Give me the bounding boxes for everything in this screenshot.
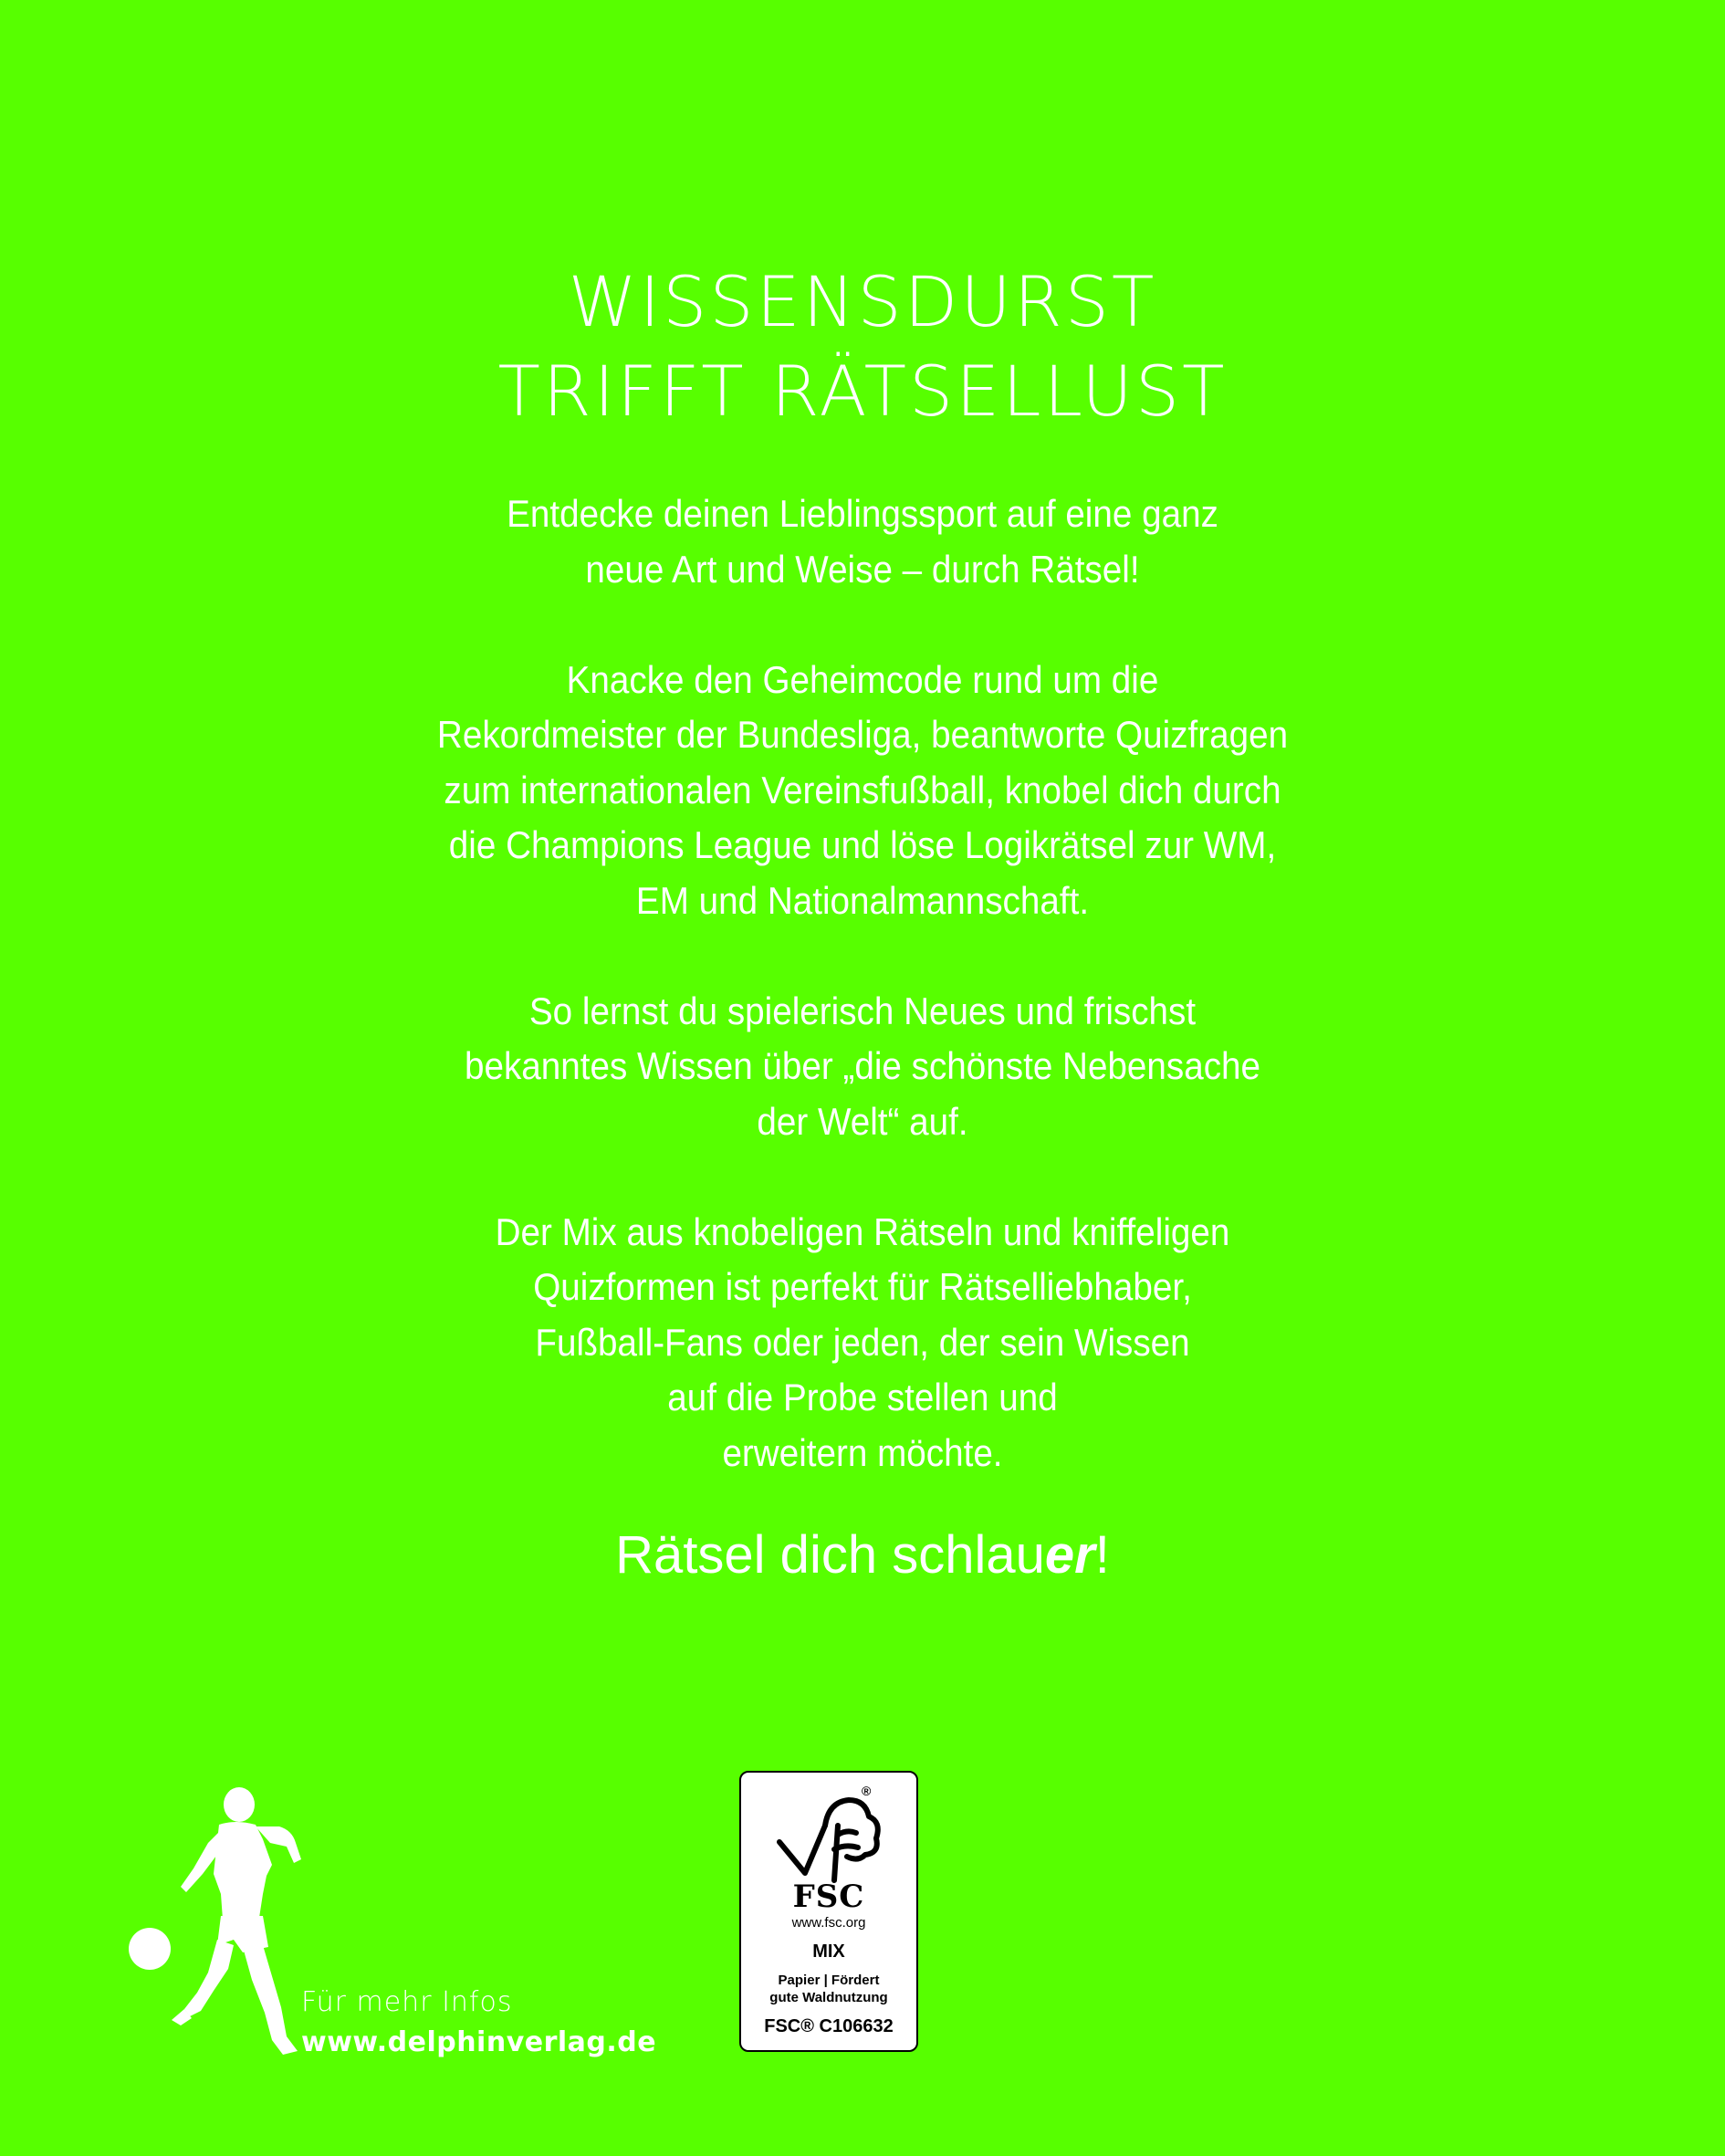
fsc-license-code: FSC® C106632 xyxy=(764,2016,894,2036)
slogan-emphasis: er xyxy=(1044,1525,1095,1585)
headline-line-1: WISSENSDURST xyxy=(568,261,1157,342)
text-line: zum internationalen Vereinsfußball, knobel dich durch xyxy=(444,768,1281,811)
paragraph-learning xyxy=(69,984,1657,1150)
text-line: Der Mix aus knobeligen Rätseln und kniffeligen xyxy=(495,1209,1230,1253)
headline-line-2: TRIFFT RÄTSELLUST xyxy=(497,351,1228,432)
text-line: EM und Nationalmannschaft. xyxy=(635,878,1090,922)
text-line: der Welt“ auf. xyxy=(757,1099,968,1143)
fsc-label xyxy=(739,1771,918,2052)
paragraph-content xyxy=(69,653,1657,929)
text-line: bekanntes Wissen über „die schönste Nebensache xyxy=(464,1044,1261,1087)
fsc-checkmark-tree-icon xyxy=(774,1789,883,1889)
info-label: Für mehr Infos xyxy=(301,1986,513,2018)
text-line: auf die Probe stellen und xyxy=(667,1376,1058,1418)
text-line: So lernst du spielerisch Neues und frischst xyxy=(528,989,1197,1032)
text-line: neue Art und Weise – durch Rätsel! xyxy=(585,547,1140,591)
fsc-description xyxy=(741,1972,916,2006)
slogan-end: ! xyxy=(1094,1525,1110,1585)
text-line: Quizformen ist perfekt für Rätselliebhaber, xyxy=(533,1265,1192,1308)
paragraph-intro xyxy=(69,487,1657,597)
description xyxy=(69,487,1657,1536)
fsc-mix: MIX xyxy=(812,1941,845,1962)
football-player-silhouette-icon xyxy=(126,1784,308,2058)
registered-mark: ® xyxy=(862,1784,872,1798)
slogan xyxy=(0,1523,1725,1588)
text-line: erweitern möchte. xyxy=(722,1430,1003,1474)
fsc-url: www.fsc.org xyxy=(791,1915,866,1931)
fsc-brand: FSC xyxy=(792,1879,865,1915)
slogan-text: Rätsel dich schlau xyxy=(615,1525,1045,1585)
text-line: Rekordmeister der Bundesliga, beantworte Quizfragen xyxy=(436,713,1289,756)
text-line: Knacke den Geheimcode rund um die xyxy=(566,657,1159,701)
fsc-desc-line: gute Waldnutzung xyxy=(769,1990,888,2005)
info-block xyxy=(301,1983,656,2063)
website-link[interactable]: www.delphinverlag.de xyxy=(301,2026,657,2058)
paragraph-audience xyxy=(69,1205,1657,1481)
text-line: Fußball-Fans oder jeden, der sein Wissen xyxy=(535,1320,1190,1364)
fsc-desc-line: Papier | Fördert xyxy=(778,1973,880,1988)
text-line: die Champions League und löse Logikrätsel zur WM, xyxy=(448,823,1277,866)
text-line: Entdecke deinen Lieblingssport auf eine ganz xyxy=(507,492,1218,535)
headline xyxy=(0,257,1725,436)
